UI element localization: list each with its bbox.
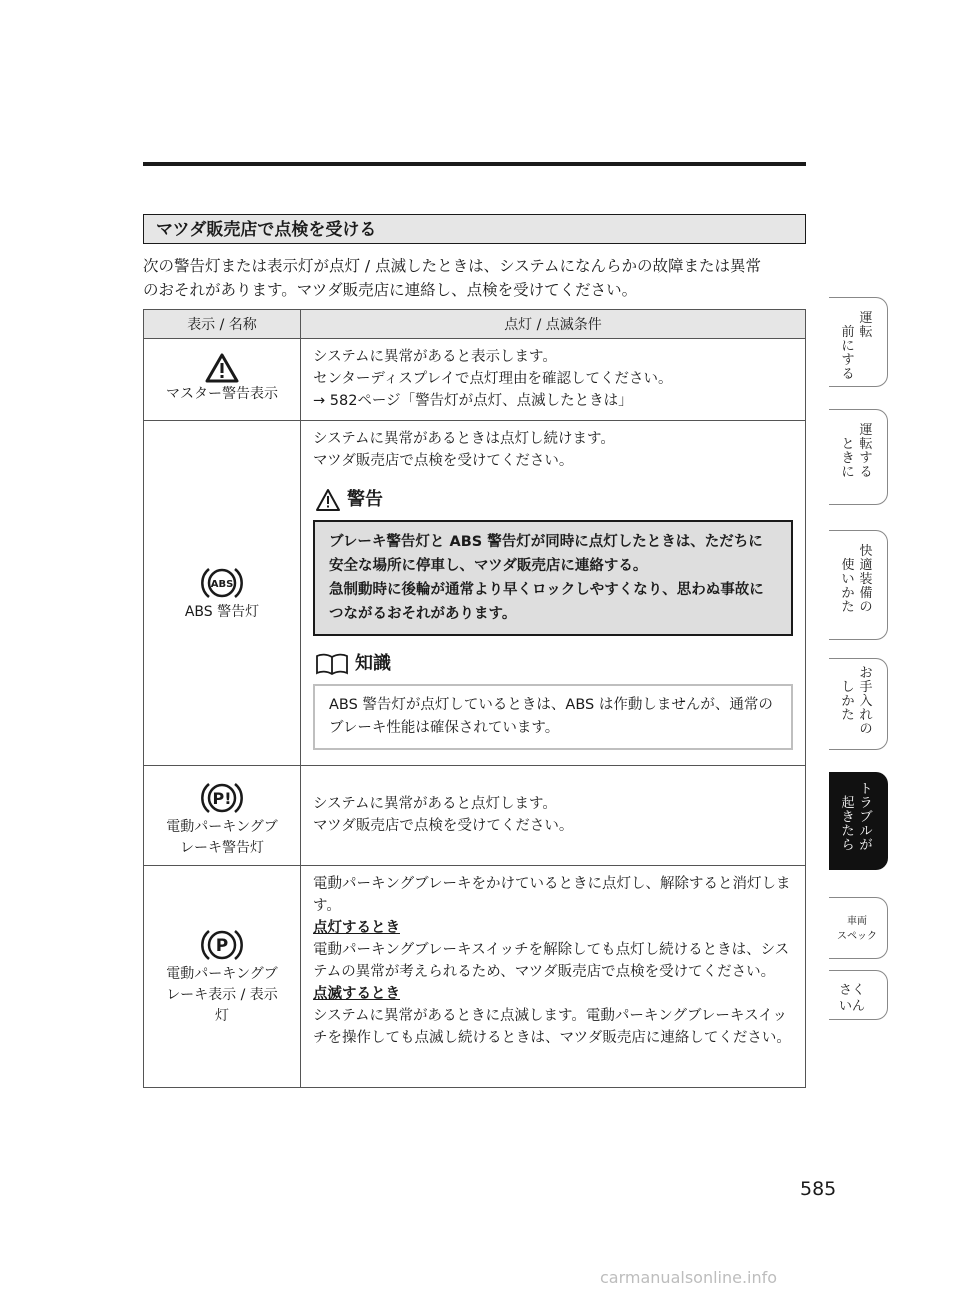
side-tab-7-line-b: いん bbox=[838, 999, 865, 1014]
side-tab-7-line-a: さく bbox=[838, 983, 865, 998]
epb-indicator-name-1: 電動パーキングブ bbox=[166, 966, 278, 982]
intro-text bbox=[143, 254, 806, 302]
row4-intro: 電動パーキングブレーキをかけているときに点灯し、解除すると消灯します。 bbox=[313, 876, 791, 914]
side-tab-maintenance[interactable] bbox=[829, 658, 888, 750]
epb-warning-icon-text: P! bbox=[212, 789, 232, 808]
side-tab-1-col-b: 前にする bbox=[841, 325, 855, 382]
top-rule bbox=[143, 162, 806, 166]
epb-warning-name-2: レーキ警告灯 bbox=[180, 840, 264, 856]
epb-warning-icon bbox=[145, 779, 299, 817]
row3-line-2: マツダ販売店で点検を受けてください。 bbox=[313, 818, 574, 834]
warning-paragraph-2: 急制動時に後輪が通常より早くロックしやすくなり、思わぬ事故につながるおそれがあります。 bbox=[329, 582, 764, 622]
epb-indicator-icon-text: P bbox=[215, 936, 229, 956]
table-row bbox=[144, 421, 806, 766]
row3-line-1: システムに異常があると点灯します。 bbox=[313, 796, 557, 812]
intro-line-1: 次の警告灯または表示灯が点灯 / 点滅したときは、システムになんらかの故障または異常 bbox=[143, 257, 762, 275]
knowledge-box: ABS 警告灯が点灯しているときは、ABS は作動しませんが、通常のブレーキ性能は確保されています。 bbox=[313, 684, 793, 750]
table-row bbox=[144, 339, 806, 421]
row2-indicator-cell bbox=[144, 421, 301, 766]
header-display-name: 表示 / 名称 bbox=[144, 310, 301, 339]
row2-line-2: マツダ販売店で点検を受けてください。 bbox=[313, 453, 574, 469]
warning-label: 警告 bbox=[347, 489, 383, 510]
side-tab-specs[interactable] bbox=[829, 897, 888, 959]
epb-indicator-icon bbox=[145, 926, 299, 964]
epb-warning-name-1: 電動パーキングブ bbox=[166, 819, 278, 835]
knowledge-heading bbox=[315, 652, 795, 676]
side-tab-1-col-a: 運転 bbox=[859, 311, 873, 340]
side-tab-3-col-b: 使いかた bbox=[841, 558, 855, 615]
side-tab-trouble[interactable] bbox=[829, 772, 888, 870]
blink-text: システムに異常があるときに点滅します。電動パーキングブレーキスイッチを操作しても点滅し続けるときは、マツダ販売店に連絡してください。 bbox=[313, 1008, 791, 1046]
side-tab-5-col-b: 起きたら bbox=[841, 796, 855, 853]
abs-warning-icon bbox=[145, 564, 299, 602]
side-tab-2-col-b: ときに bbox=[841, 437, 855, 480]
watermark: carmanualsonline.info bbox=[600, 1268, 778, 1287]
master-warning-name: マスター警告表示 bbox=[166, 386, 278, 402]
table-header-row bbox=[144, 310, 806, 339]
row1-line-1: システムに異常があると表示します。 bbox=[313, 349, 557, 365]
abs-icon-text: ABS bbox=[210, 578, 234, 590]
warning-triangle-icon bbox=[315, 488, 341, 512]
side-tab-4-col-a: お手入れの bbox=[859, 666, 873, 737]
row2-line-1: システムに異常があるときは点灯し続けます。 bbox=[313, 431, 615, 447]
indicator-table bbox=[143, 309, 806, 1088]
side-tab-2-col-a: 運転する bbox=[859, 423, 873, 480]
side-tab-comfort[interactable] bbox=[829, 530, 888, 640]
intro-line-2: のおそれがあります。マツダ販売店に連絡し、点検を受けてください。 bbox=[143, 281, 638, 299]
page-number: 585 bbox=[800, 1178, 837, 1200]
warning-paragraph-1: ブレーキ警告灯と ABS 警告灯が同時に点灯したときは、ただちに安全な場所に停車し、マツダ販売店に連絡する。 bbox=[329, 534, 763, 574]
side-tab-6-line-b: スペック bbox=[837, 931, 877, 942]
row4-condition-cell bbox=[301, 866, 806, 1088]
book-icon bbox=[315, 652, 349, 676]
on-text: 電動パーキングブレーキスイッチを解除しても点灯し続けるときは、システムの異常が考えられるため、マツダ販売店で点検を受けてください。 bbox=[313, 942, 790, 980]
section-title: マツダ販売店で点検を受ける bbox=[143, 214, 806, 244]
blink-label: 点滅するとき bbox=[313, 986, 400, 1002]
table-row bbox=[144, 766, 806, 866]
warning-box bbox=[313, 520, 793, 636]
side-tab-4-col-b: しかた bbox=[841, 680, 855, 723]
row1-page-link[interactable]: → 582ページ「警告灯が点灯、点滅したときは」 bbox=[313, 393, 633, 409]
abs-warning-name: ABS 警告灯 bbox=[184, 603, 260, 620]
master-warning-icon bbox=[145, 352, 299, 384]
warning-heading bbox=[315, 488, 795, 512]
epb-indicator-name-2: レーキ表示 / 表示 bbox=[166, 987, 278, 1003]
knowledge-label: 知識 bbox=[355, 653, 391, 674]
epb-indicator-name-3: 灯 bbox=[215, 1008, 229, 1024]
side-tab-6-line-a: 車両 bbox=[847, 916, 867, 927]
side-tab-index[interactable] bbox=[829, 970, 888, 1020]
side-tab-5-col-a: トラブルが bbox=[859, 782, 873, 853]
row1-condition-cell bbox=[301, 339, 806, 421]
on-label: 点灯するとき bbox=[313, 920, 400, 936]
row3-indicator-cell bbox=[144, 766, 301, 866]
side-tab-while-driving[interactable] bbox=[829, 409, 888, 505]
table-row bbox=[144, 866, 806, 1088]
row1-line-2: センターディスプレイで点灯理由を確認してください。 bbox=[313, 371, 673, 387]
row1-indicator-cell bbox=[144, 339, 301, 421]
row3-condition-cell bbox=[301, 766, 806, 866]
row4-indicator-cell bbox=[144, 866, 301, 1088]
side-tab-3-col-a: 快適装備の bbox=[859, 544, 873, 615]
side-tab-before-driving[interactable] bbox=[829, 297, 888, 387]
header-condition: 点灯 / 点滅条件 bbox=[301, 310, 806, 339]
row2-condition-cell bbox=[301, 421, 806, 766]
